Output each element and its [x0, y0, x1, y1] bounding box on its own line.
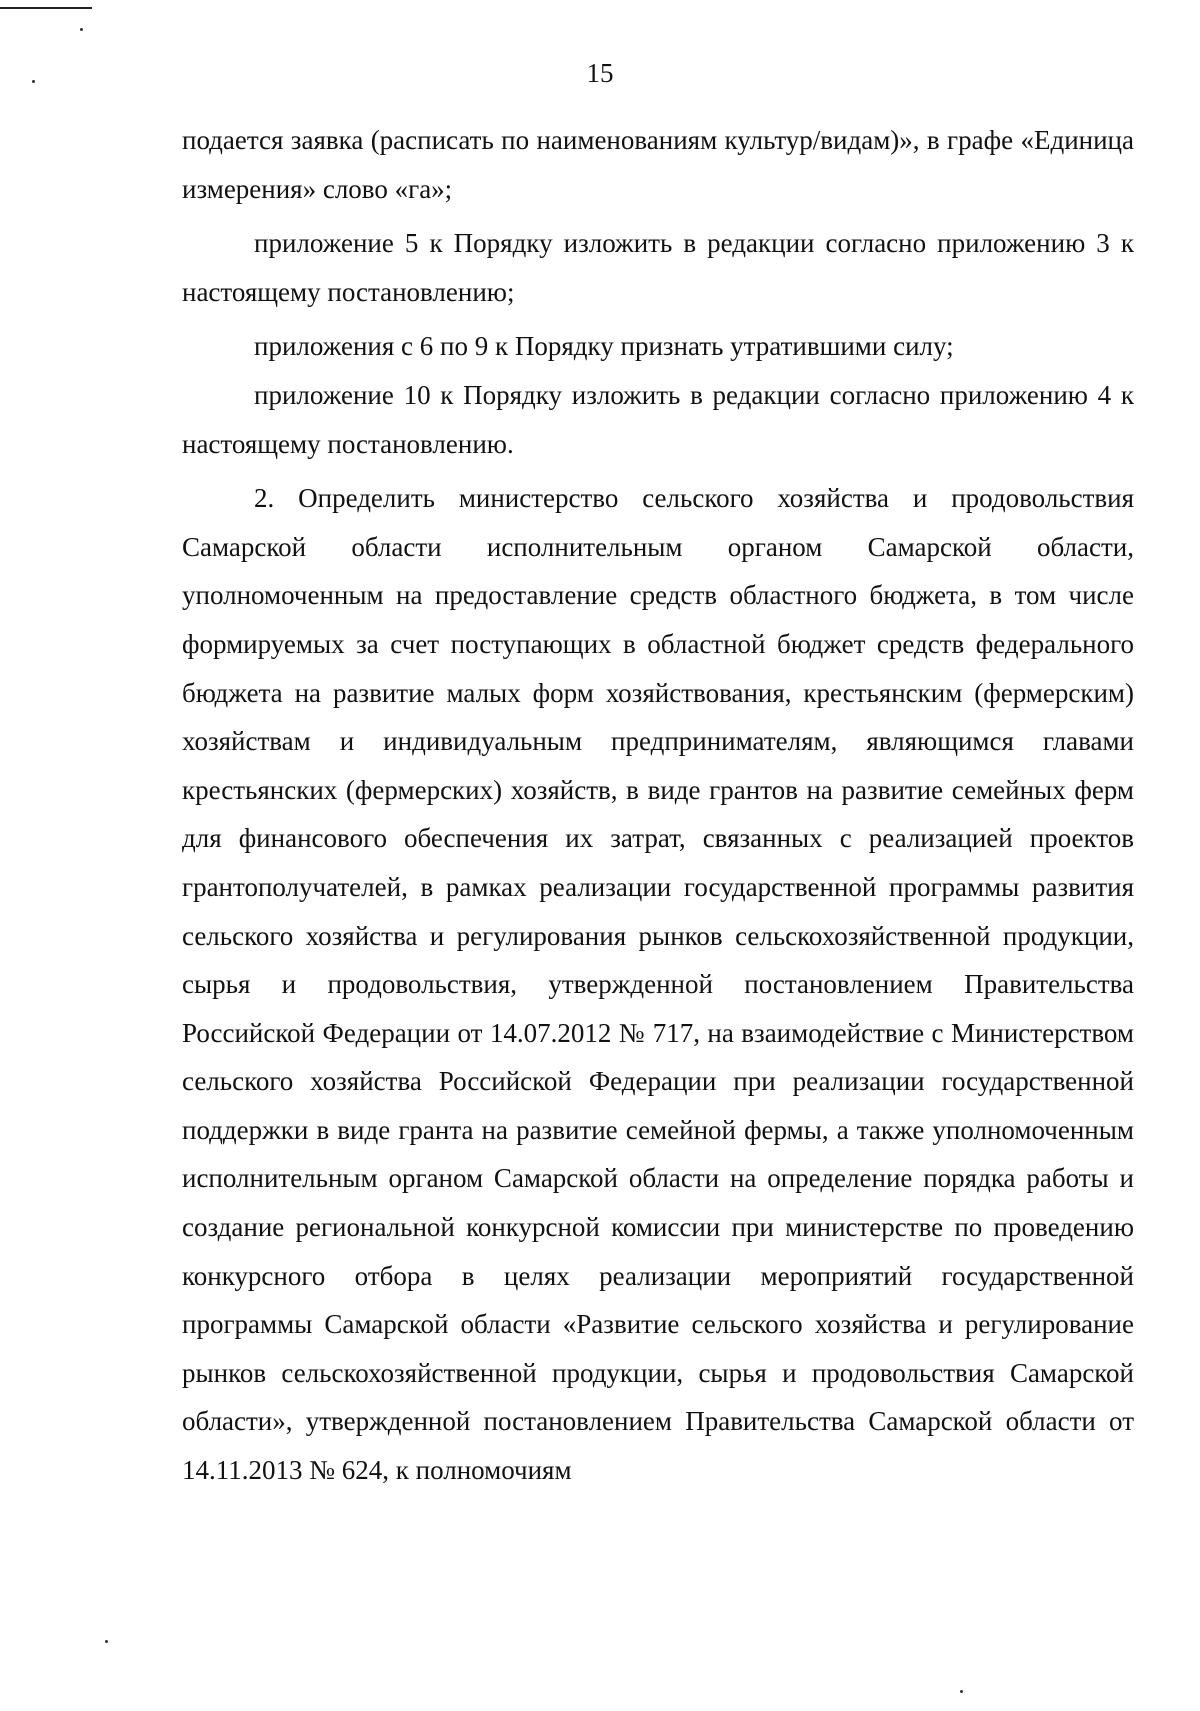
paragraph-continuation: подается заявка (расписать по наименованиям культур/видам)», в графе «Единица измерения» слово «га»;: [182, 125, 1134, 204]
scan-speck: [105, 1640, 108, 1643]
paragraph: приложение 5 к Порядку изложить в редакции согласно приложению 3 к настоящему постановлению;: [182, 228, 1134, 307]
scan-speck: [960, 1690, 963, 1693]
paragraph-item-2: 2. Определить министерство сельского хозяйства и продовольствия Самарской области исполнительным органом Самарской области, уполномоченным на предоставление средств областного бюджета, в том числе формируемых за счет поступающих в областной бюджет средств федерального бюджета на развитие малых форм хозяйствования, крестьянским (фермерским) хозяйствам и индивидуальным предпринимателям, являющимся главами крестьянских (фермерских) хозяйств, в виде грантов на развитие семейных ферм для финансового обеспечения их затрат, связанных с реализацией проектов грантополучателей, в рамках реализации государственной программы развития сельского хозяйства и регулирования рынков сельскохозяйственной продукции, сырья и продовольствия, утвержденной постановлением Правительства Российской Федерации от 14.07.2012 № 717, на взаимодействие с Министерством сельского хозяйства Российской Федерации при реализации государственной поддержки в виде гранта на развитие семейной фермы, а также уполномоченным исполнительным органом Самарской области на определение порядка работы и создание региональной конкурсной комиссии при министерстве по проведению конкурсного отбора в целях реализации мероприятий государственной программы Самарской области «Развитие сельского хозяйства и регулирование рынков сельскохозяйственной продукции, сырья и продовольствия Самарской области», утвержденной постановлением Правительства Самарской области от 14.11.2013 № 624, к полномочиям: [182, 483, 1134, 1486]
paragraph: приложение 10 к Порядку изложить в редакции согласно приложению 4 к настоящему постановлению.: [182, 379, 1134, 459]
document-body: [182, 116, 1134, 1495]
paragraph: приложения с 6 по 9 к Порядку признать утратившими силу;: [254, 331, 954, 362]
scan-speck: [80, 28, 83, 31]
page-number: 15: [586, 58, 614, 88]
scan-corner-line: [0, 7, 92, 9]
